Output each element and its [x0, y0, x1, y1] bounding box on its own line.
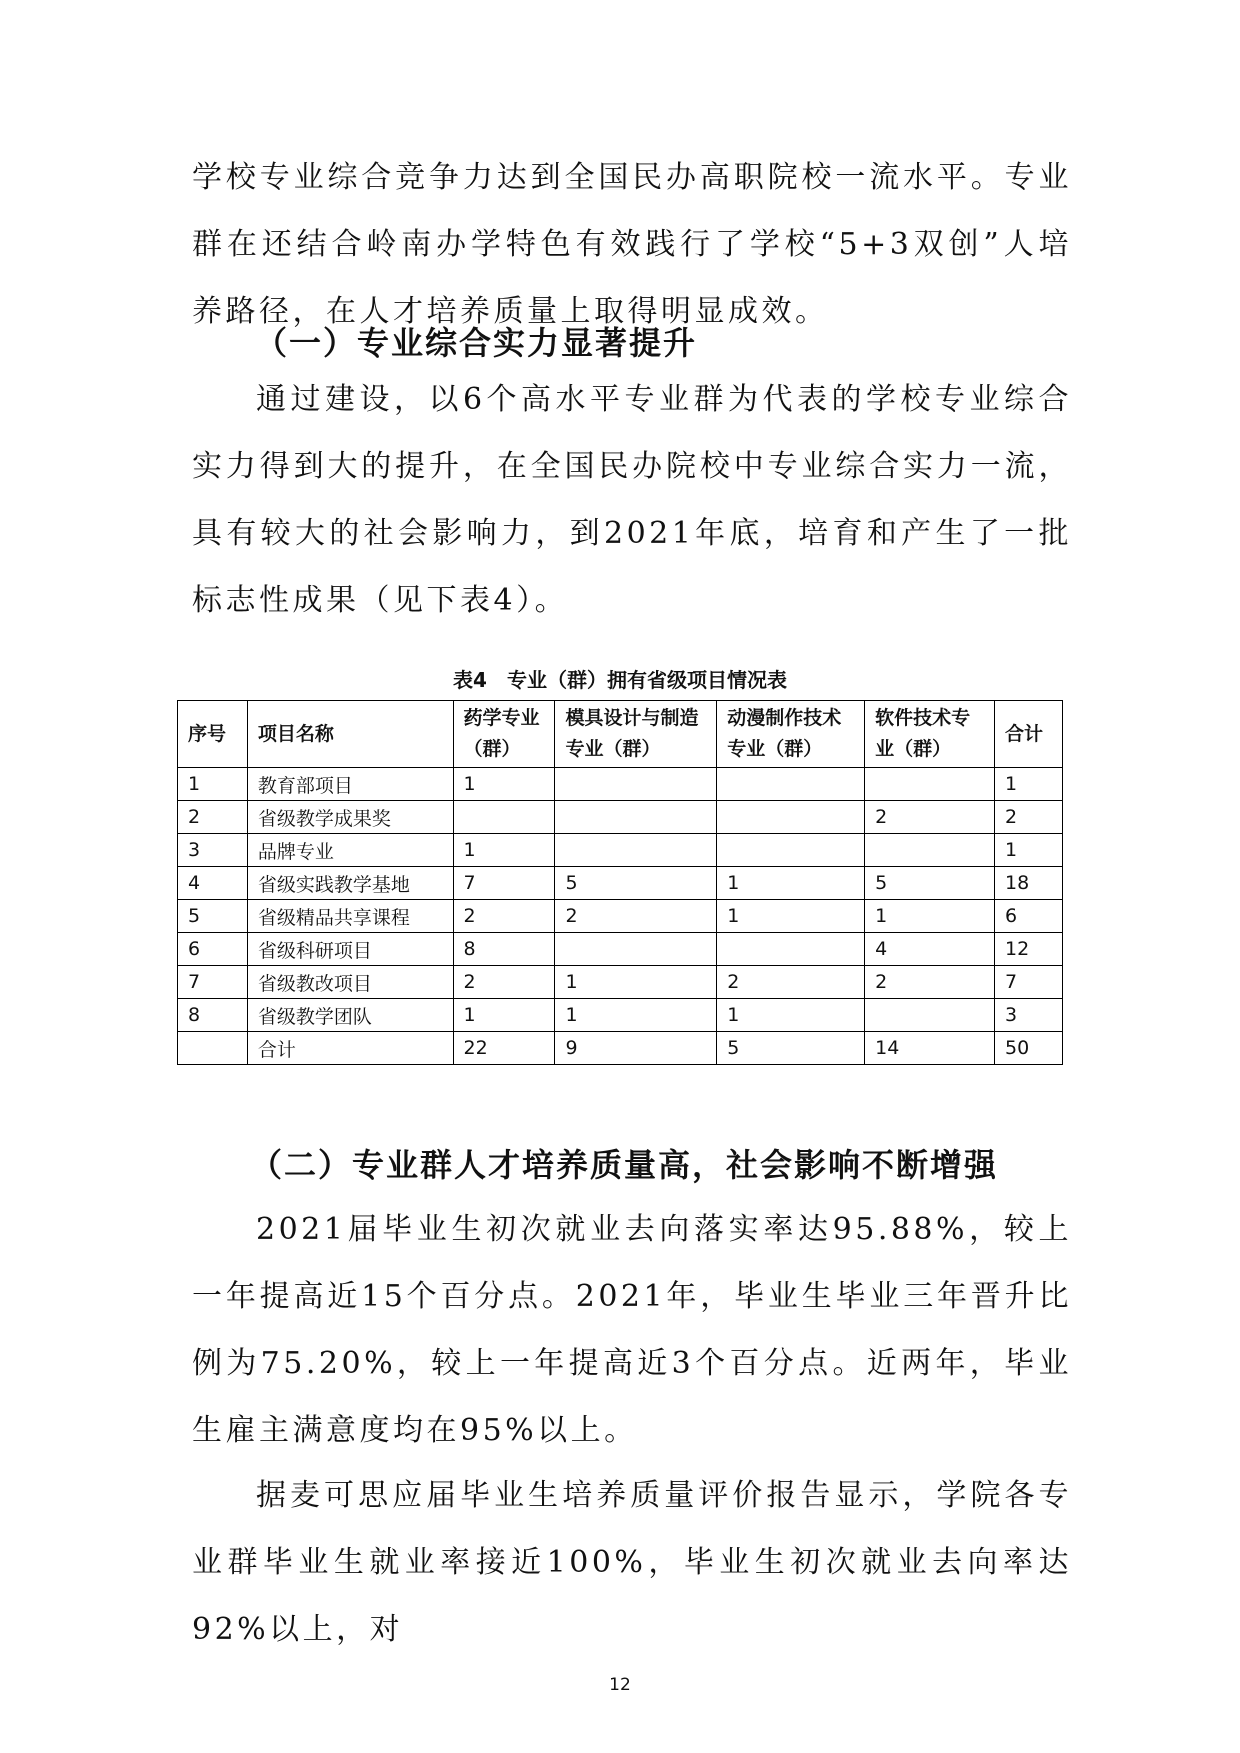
cell-total: 18 [995, 867, 1063, 900]
cell-animation [717, 834, 865, 867]
cell-project-name: 省级实践教学基地 [247, 867, 453, 900]
section-heading-1: （一）专业综合实力显著提升 [255, 324, 698, 362]
cell-mold-design [555, 834, 717, 867]
cell-animation: 2 [717, 966, 865, 999]
cell-software: 14 [865, 1032, 995, 1065]
cell-project-name: 省级教学团队 [247, 999, 453, 1032]
header-pharmacy: 药学专业（群） [453, 701, 555, 768]
paragraph-section-1: 通过建设，以6个高水平专业群为代表的学校专业综合实力得到大的提升，在全国民办院校中专业综合实力一流，具有较大的社会影响力，到2021年底，培育和产生了一批标志性成果（见下表4）。 [192, 382, 1072, 618]
cell-software: 1 [865, 900, 995, 933]
cell-pharmacy: 1 [453, 999, 555, 1032]
cell-animation: 5 [717, 1032, 865, 1065]
cell-mold-design: 1 [555, 966, 717, 999]
paragraph-section-2b: 据麦可思应届毕业生培养质量评价报告显示，学院各专业群毕业生就业率接近100%，毕业生初次就业去向率达92%以上，对 [192, 1478, 1072, 1647]
cell-index: 2 [178, 801, 248, 834]
cell-software: 5 [865, 867, 995, 900]
cell-index: 4 [178, 867, 248, 900]
table-header-row [178, 701, 1063, 768]
cell-pharmacy: 7 [453, 867, 555, 900]
paragraph-section-2a: 2021届毕业生初次就业去向落实率达95.88%，较上一年提高近15个百分点。2021年，毕业生毕业三年晋升比例为75.20%，较上一年提高近3个百分点。近两年，毕业生雇主满意度均在95%以上。 [192, 1212, 1072, 1448]
cell-pharmacy [453, 801, 555, 834]
cell-mold-design [555, 768, 717, 801]
section-heading-2: （二）专业群人才培养质量高，社会影响不断增强 [250, 1146, 999, 1184]
cell-software: 2 [865, 801, 995, 834]
cell-mold-design [555, 933, 717, 966]
cell-pharmacy: 1 [453, 834, 555, 867]
cell-animation [717, 801, 865, 834]
table-row [178, 768, 1063, 801]
cell-total: 6 [995, 900, 1063, 933]
cell-index: 6 [178, 933, 248, 966]
cell-index [178, 1032, 248, 1065]
cell-project-name: 省级科研项目 [247, 933, 453, 966]
table-caption: 表4 专业（群）拥有省级项目情况表 [453, 668, 787, 692]
header-software: 软件技术专业（群） [865, 701, 995, 768]
cell-mold-design: 9 [555, 1032, 717, 1065]
cell-project-name: 省级精品共享课程 [247, 900, 453, 933]
table-row [178, 999, 1063, 1032]
header-mold-design: 模具设计与制造专业（群） [555, 701, 717, 768]
cell-total: 2 [995, 801, 1063, 834]
header-project-name: 项目名称 [247, 701, 453, 768]
table-row [178, 801, 1063, 834]
table-row [178, 933, 1063, 966]
table-row [178, 834, 1063, 867]
cell-project-name: 教育部项目 [247, 768, 453, 801]
header-index: 序号 [178, 701, 248, 768]
table-row [178, 867, 1063, 900]
cell-index: 5 [178, 900, 248, 933]
cell-total: 50 [995, 1032, 1063, 1065]
table-row [178, 966, 1063, 999]
projects-table [177, 700, 1063, 1065]
cell-animation: 1 [717, 999, 865, 1032]
table-total-row [178, 1032, 1063, 1065]
cell-software [865, 999, 995, 1032]
cell-pharmacy: 1 [453, 768, 555, 801]
cell-project-name: 品牌专业 [247, 834, 453, 867]
cell-total: 7 [995, 966, 1063, 999]
cell-project-name: 省级教学成果奖 [247, 801, 453, 834]
cell-total: 3 [995, 999, 1063, 1032]
cell-index: 8 [178, 999, 248, 1032]
page-number: 12 [609, 1675, 631, 1695]
cell-animation: 1 [717, 900, 865, 933]
paragraph-intro: 学校专业综合竞争力达到全国民办高职院校一流水平。专业群在还结合岭南办学特色有效践行了学校“5+3双创”人培养路径，在人才培养质量上取得明显成效。 [192, 160, 1072, 329]
cell-total: 1 [995, 834, 1063, 867]
cell-mold-design: 1 [555, 999, 717, 1032]
cell-software [865, 768, 995, 801]
cell-pharmacy: 8 [453, 933, 555, 966]
cell-animation [717, 933, 865, 966]
header-animation: 动漫制作技术专业（群） [717, 701, 865, 768]
cell-pharmacy: 22 [453, 1032, 555, 1065]
cell-animation [717, 768, 865, 801]
cell-total: 12 [995, 933, 1063, 966]
cell-index: 3 [178, 834, 248, 867]
header-total: 合计 [995, 701, 1063, 768]
cell-project-name: 合计 [247, 1032, 453, 1065]
cell-pharmacy: 2 [453, 900, 555, 933]
cell-total: 1 [995, 768, 1063, 801]
cell-project-name: 省级教改项目 [247, 966, 453, 999]
cell-software: 2 [865, 966, 995, 999]
cell-software [865, 834, 995, 867]
cell-mold-design [555, 801, 717, 834]
cell-software: 4 [865, 933, 995, 966]
cell-pharmacy: 2 [453, 966, 555, 999]
cell-mold-design: 2 [555, 900, 717, 933]
cell-animation: 1 [717, 867, 865, 900]
cell-index: 7 [178, 966, 248, 999]
cell-mold-design: 5 [555, 867, 717, 900]
table-row [178, 900, 1063, 933]
cell-index: 1 [178, 768, 248, 801]
